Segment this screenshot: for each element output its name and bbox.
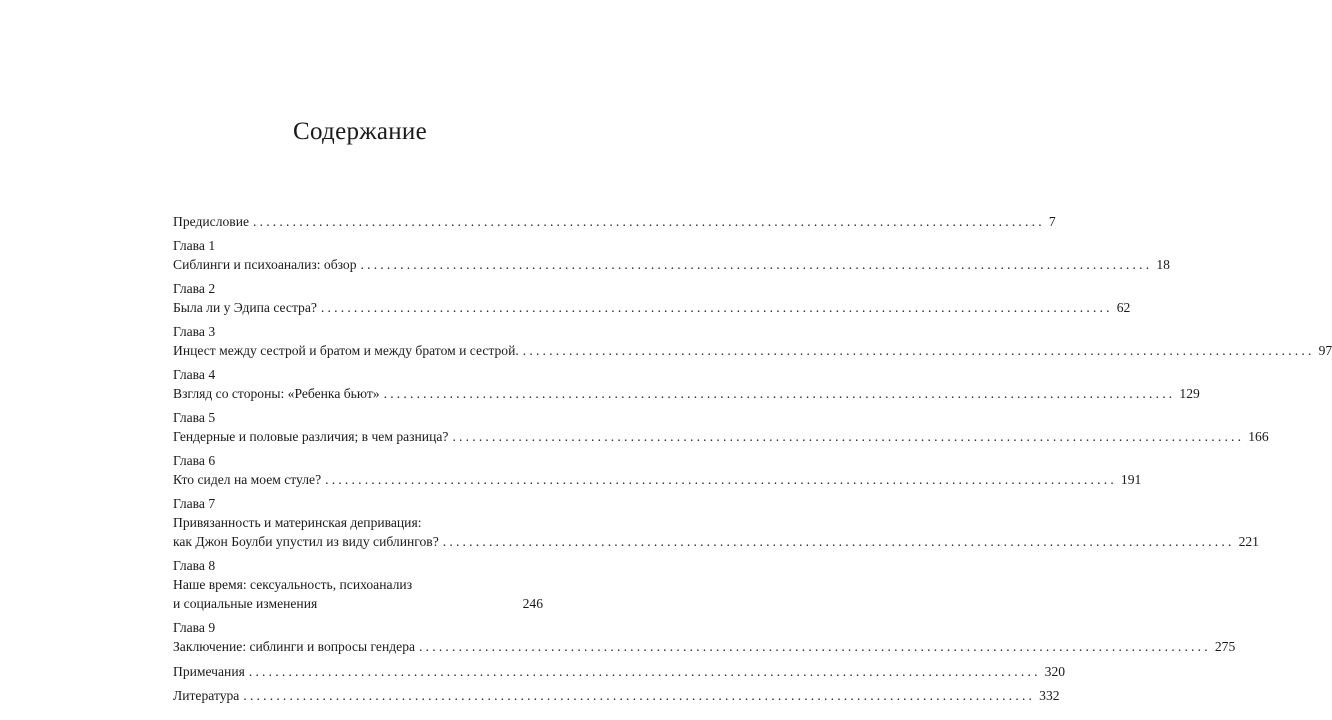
table-of-contents bbox=[173, 212, 1332, 710]
chapter-title: Гендерные и половые различия; в чем разница? bbox=[173, 429, 449, 444]
chapter-title: Сиблинги и психоанализ: обзор bbox=[173, 257, 357, 272]
page-title: Содержание bbox=[293, 118, 427, 145]
chapter-label: Глава 9 bbox=[173, 620, 216, 635]
dot-leader: ........................................................................................................................ bbox=[442, 534, 1235, 549]
page-number: 62 bbox=[1116, 300, 1131, 315]
toc-entry bbox=[173, 322, 1332, 360]
toc-line bbox=[173, 470, 1142, 489]
toc-entry bbox=[173, 451, 1142, 489]
toc-line bbox=[173, 594, 543, 613]
page-number: 129 bbox=[1179, 386, 1200, 401]
dot-leader: ........................................................................................................................ bbox=[383, 386, 1176, 401]
toc-entry bbox=[173, 236, 1170, 274]
toc-entry bbox=[173, 408, 1269, 446]
chapter-title: Предисловие bbox=[173, 214, 250, 229]
dot-leader: ........................................................................................................................ bbox=[452, 429, 1245, 444]
chapter-title: Литература bbox=[173, 688, 240, 703]
chapter-label: Глава 8 bbox=[173, 558, 216, 573]
chapter-title: Кто сидел на моем стуле? bbox=[173, 472, 322, 487]
toc-line bbox=[173, 427, 1269, 446]
chapter-label: Глава 4 bbox=[173, 367, 216, 382]
chapter-label: Глава 6 bbox=[173, 453, 216, 468]
dot-leader: ........................................................................................................................ bbox=[419, 639, 1211, 654]
chapter-title: Примечания bbox=[173, 664, 245, 679]
chapter-title: Была ли у Эдипа сестра? bbox=[173, 300, 317, 315]
page-number: 332 bbox=[1039, 688, 1060, 703]
toc-line bbox=[173, 212, 1056, 231]
page-number: 221 bbox=[1238, 534, 1259, 549]
toc-line bbox=[173, 255, 1170, 274]
chapter-title: как Джон Боулби упустил из виду сиблингов? bbox=[173, 534, 439, 549]
dot-leader: ........................................................................................................................ bbox=[360, 257, 1153, 272]
dot-leader: ........................................................................................................................ bbox=[320, 300, 1113, 315]
dot-leader: ........................................................................................................................ bbox=[253, 214, 1045, 229]
toc-line bbox=[173, 298, 1131, 317]
chapter-title: Взгляд со стороны: «Ребенка бьют» bbox=[173, 386, 380, 401]
toc-line bbox=[173, 532, 1259, 551]
toc-entry bbox=[173, 365, 1200, 403]
chapter-title-line: Привязанность и материнская депривация: bbox=[173, 515, 422, 530]
toc-line bbox=[173, 341, 1332, 360]
chapter-label: Глава 2 bbox=[173, 281, 216, 296]
dot-leader: ........................................................................................................................ bbox=[248, 664, 1041, 679]
page-number: 18 bbox=[1156, 257, 1170, 272]
page-number: 97 bbox=[1318, 343, 1332, 358]
toc-line bbox=[173, 686, 1060, 705]
chapter-label: Глава 7 bbox=[173, 496, 216, 511]
toc-entry bbox=[173, 556, 543, 613]
chapter-title: Заключение: сиблинги и вопросы гендера bbox=[173, 639, 416, 654]
dot-leader: ........................................................................................................................ bbox=[325, 472, 1117, 487]
chapter-label: Глава 1 bbox=[173, 238, 216, 253]
chapter-label: Глава 5 bbox=[173, 410, 216, 425]
dot-leader: ........................................................................................................................ bbox=[243, 688, 1036, 703]
chapter-title: и социальные изменения bbox=[173, 596, 318, 611]
chapter-title-line: Наше время: сексуальность, психоанализ bbox=[173, 577, 413, 592]
toc-entry bbox=[173, 494, 1259, 551]
dot-leader: ........................................................................................................................ bbox=[522, 343, 1315, 358]
toc-line bbox=[173, 662, 1066, 681]
toc-line bbox=[173, 637, 1236, 656]
page-number: 191 bbox=[1120, 472, 1142, 487]
toc-entry bbox=[173, 686, 1060, 705]
toc-entry bbox=[173, 212, 1056, 231]
toc-line bbox=[173, 384, 1200, 403]
toc-entry bbox=[173, 279, 1131, 317]
page-number: 275 bbox=[1214, 639, 1236, 654]
page-number: 320 bbox=[1044, 664, 1066, 679]
chapter-title: Инцест между сестрой и братом и между братом и сестрой. bbox=[173, 343, 519, 358]
page-number: 166 bbox=[1248, 429, 1269, 444]
toc-entry bbox=[173, 662, 1066, 681]
page-number: 7 bbox=[1048, 214, 1056, 229]
page-number: 246 bbox=[522, 596, 543, 611]
chapter-label: Глава 3 bbox=[173, 324, 216, 339]
toc-entry bbox=[173, 618, 1236, 656]
